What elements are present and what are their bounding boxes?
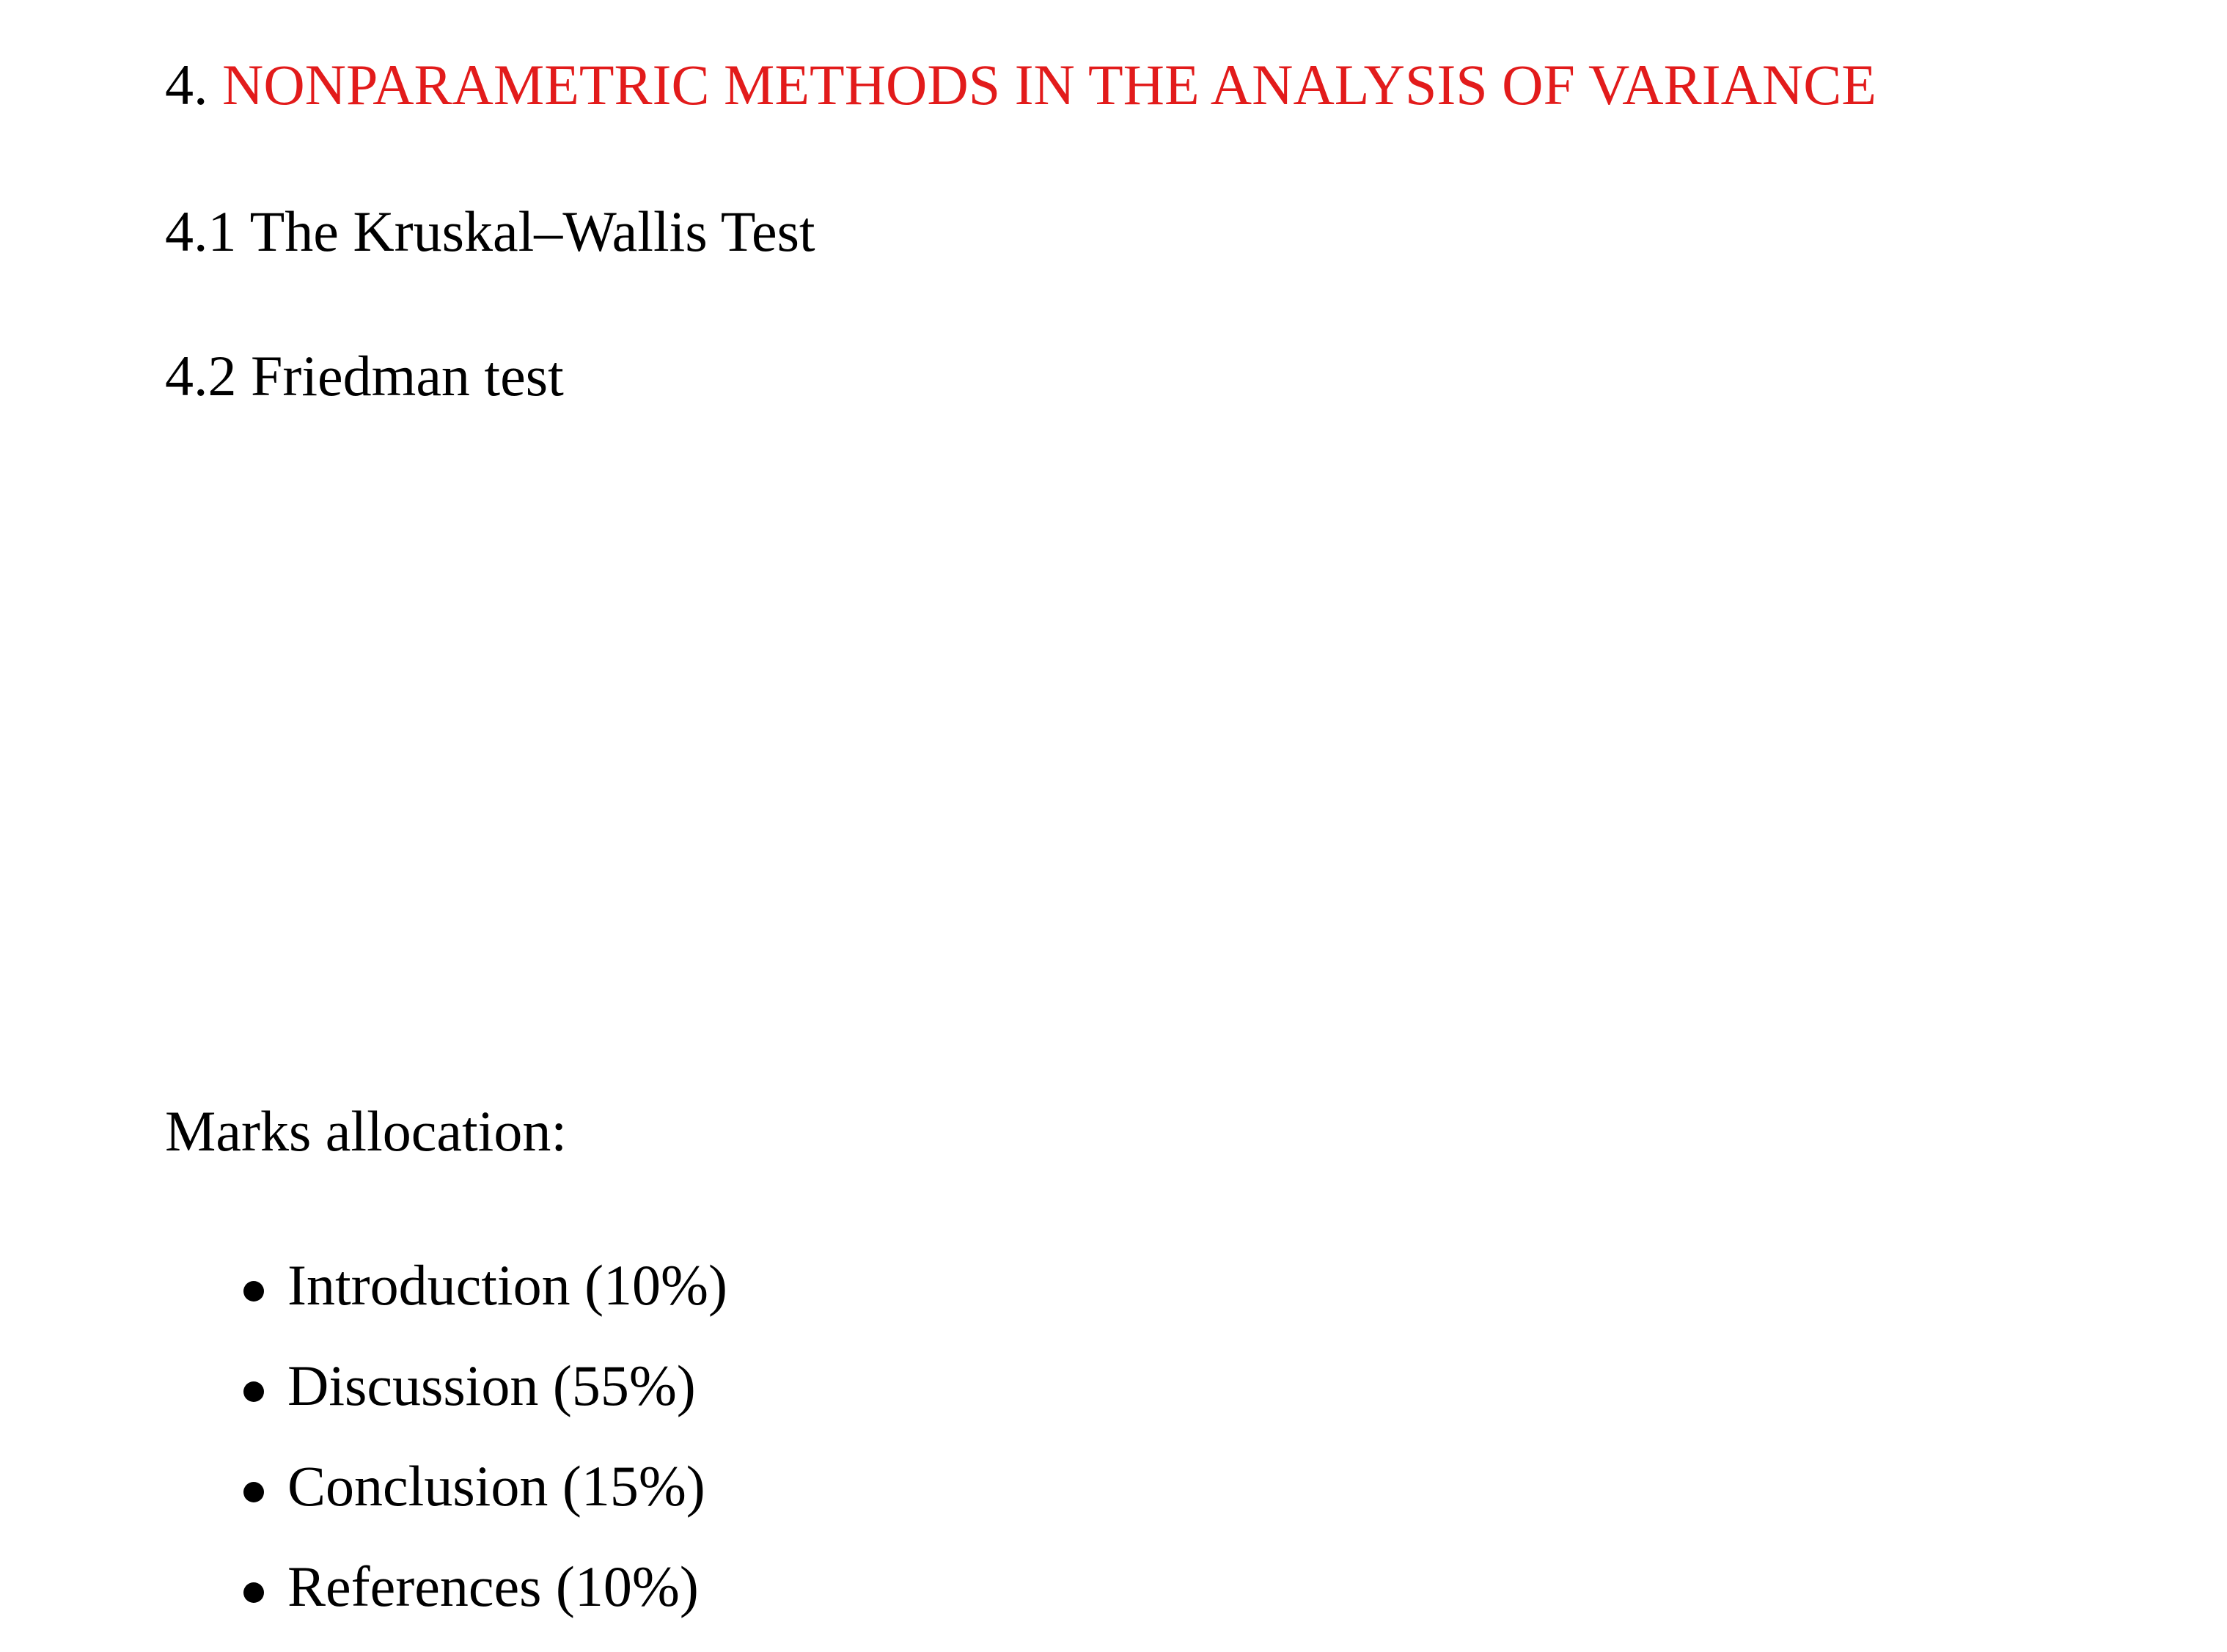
bullet-dot-icon (243, 1482, 264, 1502)
subsection-heading-friedman: 4.2 Friedman test (165, 344, 564, 408)
list-item (242, 1451, 727, 1521)
subsection-heading-kruskal-wallis: 4.1 The Kruskal–Wallis Test (165, 199, 815, 263)
section-heading (165, 50, 1876, 120)
bullet-dot-icon (243, 1582, 264, 1603)
marks-allocation-label: Marks allocation: (165, 1099, 568, 1163)
marks-allocation-list (242, 1250, 727, 1652)
list-item-text: Discussion (55%) (287, 1354, 696, 1417)
list-item (242, 1250, 727, 1321)
list-item-text: Conclusion (15%) (287, 1454, 705, 1518)
bullet-dot-icon (243, 1281, 264, 1302)
bullet-dot-icon (243, 1381, 264, 1402)
list-item (242, 1351, 727, 1421)
list-item-text: References (10%) (287, 1554, 699, 1618)
section-title: NONPARAMETRIC METHODS IN THE ANALYSIS OF VARIANCE (222, 53, 1876, 117)
section-number: 4. (165, 53, 222, 117)
list-item (242, 1552, 727, 1622)
list-item-text: Introduction (10%) (287, 1253, 728, 1317)
